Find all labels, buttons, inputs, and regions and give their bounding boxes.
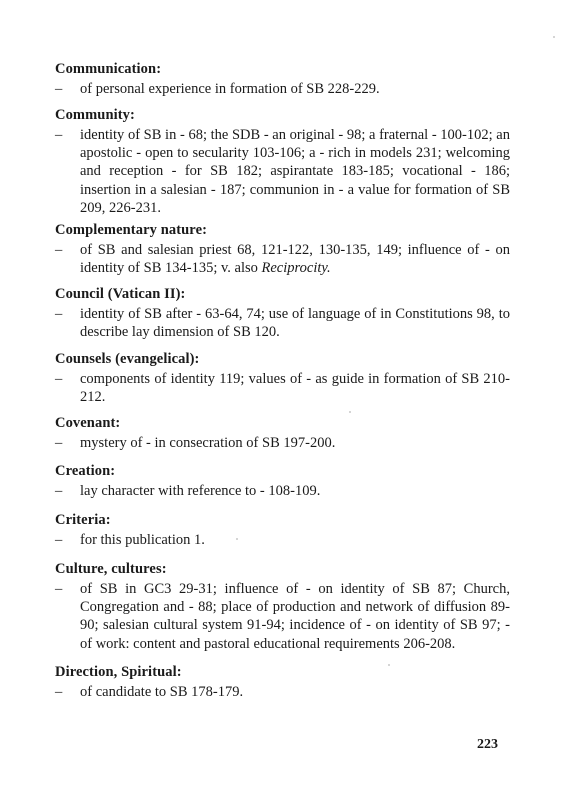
dash: – — [55, 435, 63, 451]
entry-text: identity of SB in - 68; the SDB - an original - 98; a fraternal - 100-102; an apostolic - open to secularity 103-106; a - rich in models 231; welcoming and reception - for SB 182; aspirantate 183-185; vocational - 186; insertion in a salesian - 187; communion in - a value for formation of SB 209, 226-231. — [80, 127, 510, 216]
entry-subentry — [55, 482, 510, 500]
dash: – — [55, 483, 63, 499]
entry-heading: Covenant: — [55, 415, 121, 431]
entry-subentry — [55, 305, 510, 341]
entry-heading: Creation: — [55, 463, 116, 479]
scan-speck — [236, 538, 238, 540]
entry-subentry — [55, 580, 510, 653]
entry-heading: Counsels (evangelical): — [55, 351, 200, 367]
entry-heading: Council (Vatican II): — [55, 286, 186, 302]
entry-text: of candidate to SB 178-179. — [80, 684, 244, 700]
index-entry — [55, 106, 510, 217]
entry-subentry — [55, 531, 510, 549]
entry-text: mystery of - in consecration of SB 197-200. — [80, 435, 336, 451]
dash: – — [55, 81, 63, 97]
entry-text: of SB in GC3 29-31; influence of - on identity of SB 87; Church, Congregation and - 88; place of production and network of diffusion 89-90; salesian cultural system 91-94; incidence of - on identity of SB 97; - of work: content and pastoral educational requirements 206-208. — [80, 581, 510, 652]
dash: – — [55, 306, 63, 322]
index-entry — [55, 60, 510, 98]
entry-text: for this publication 1. — [80, 532, 205, 548]
dash: – — [55, 684, 63, 700]
index-entry — [55, 462, 510, 500]
scan-speck — [349, 411, 351, 413]
entry-heading: Direction, Spiritual: — [55, 664, 182, 680]
entry-heading: Community: — [55, 107, 135, 123]
entry-subentry — [55, 370, 510, 406]
dash: – — [55, 581, 63, 597]
index-entry — [55, 560, 510, 653]
dash: – — [55, 127, 63, 143]
dash: – — [55, 532, 63, 548]
index-entry — [55, 511, 510, 549]
entry-subentry — [55, 80, 510, 98]
entry-text: of SB and salesian priest 68, 121-122, 130-135, 149; influence of - on identity of SB 134-135; v. also — [80, 242, 510, 277]
index-entry — [55, 285, 510, 341]
dash: – — [55, 242, 63, 258]
cross-reference: Reciprocity. — [261, 260, 331, 277]
entry-heading: Culture, cultures: — [55, 561, 167, 577]
entry-subentry — [55, 683, 510, 701]
dash: – — [55, 371, 63, 387]
entry-text: identity of SB after - 63-64, 74; use of language of in Constitutions 98, to describe lay dimension of SB 120. — [80, 306, 510, 341]
scan-speck — [388, 664, 390, 666]
entry-text: components of identity 119; values of - as guide in formation of SB 210-212. — [80, 371, 510, 406]
entry-subentry — [55, 241, 510, 277]
entry-text: lay character with reference to - 108-109. — [80, 483, 321, 499]
index-entry — [55, 663, 510, 701]
index-entry — [55, 221, 510, 277]
scan-speck — [553, 36, 555, 38]
entry-heading: Criteria: — [55, 512, 111, 528]
entry-heading: Communication: — [55, 61, 162, 77]
entry-heading: Complementary nature: — [55, 222, 208, 238]
index-entry — [55, 414, 510, 452]
entry-subentry — [55, 434, 510, 452]
page-number: 223 — [477, 737, 498, 752]
index-entry — [55, 350, 510, 406]
entry-text: of personal experience in formation of SB 228-229. — [80, 81, 380, 97]
entry-subentry — [55, 126, 510, 217]
